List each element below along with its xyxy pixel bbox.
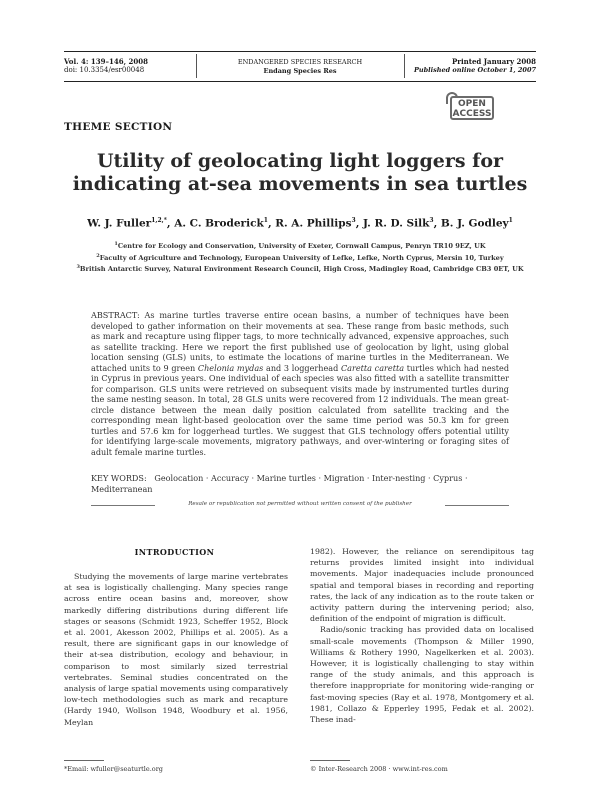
author-name: W. J. Fuller — [87, 217, 152, 230]
introduction-heading: INTRODUCTION — [134, 547, 215, 557]
author-affil: 1 — [263, 217, 268, 224]
footnote-rule-right — [310, 760, 350, 761]
affiliation-text: Centre for Ecology and Conservation, University of Exeter, Cornwall Campus, Penryn TR10 9EZ, UK — [117, 242, 486, 251]
affiliation-number: 2 — [96, 252, 100, 259]
affiliation — [64, 252, 536, 264]
open-access-line1: OPEN — [458, 99, 486, 109]
header-bottom-rule — [64, 81, 536, 82]
affiliations — [64, 240, 536, 275]
abstract-text-c: turtles which had nested in Cyprus in previous years. One individual of each species was also fitted with a satellite transmitter for comparison. GLS units were retrieved on subsequent visits made by instrumented turtles during the same nesting season. In total, 28 GLS units were recovered from 12 individuals. The mean great-circle distance between the mean daily position calculated from satellite tracking and the corresponding mean light-based geolocation over the same time period was 50.3 km for green turtles and 57.6 km for loggerhead turtles. We suggest that GLS technology offers potential utility for identifying large-scale movements, migratory pathways, and over-wintering or foraging sites of adult female marine turtles. — [91, 362, 510, 457]
abstract-label: ABSTRACT: — [91, 310, 140, 320]
author-affil: 3 — [351, 217, 356, 224]
paragraph: 1982). However, the reliance on serendipitous tag returns provides limited insight into individual movements. Major inadequacies include pronounced spatial and temporal biases in recording and reporting rates, the lack of any indication as to the route taken or activity pattern during the intervening period; also, definition of the endpoint of migration is difficult. — [310, 547, 534, 624]
paragraph: Radio/sonic tracking has provided data on localised small-scale movements (Thompson & Miller 1990, Williams & Rothery 1990, Nagelkerken et al. 2003). However, it is logistically challenging to stay within range of the study animals, and this approach is therefore inappropriate for monitoring wide-ranging or fast-moving species (Ray et al. 1978, Montgomery et al. 1981, Collazo & Epperley 1995, Fedak et al. 2002). These inad- — [310, 625, 534, 725]
footnote-rule-left — [64, 760, 104, 761]
author-affil: 3 — [429, 217, 434, 224]
column-left — [64, 571, 288, 728]
author-name: R. A. Phillips — [275, 217, 352, 230]
corresponding-mark: * — [163, 217, 167, 224]
species-caretta: Caretta caretta — [340, 362, 405, 373]
affiliation-number: 3 — [76, 264, 80, 271]
volume-label: Vol. 4: 139–146, 2008 — [64, 57, 148, 66]
author-name: B. J. Godley — [440, 217, 509, 230]
paragraph: Studying the movements of large marine vertebrates at sea is logistically challenging. Many species range across entire ocean basins and, moreover, show markedly differing distributions during different life stages or seasons (Schmidt 1923, Scheffer 1952, Block et al. 2001, Akesson 2002, Phillips et al. 2005). As a result, there are significant gaps in our knowledge of their at-sea distribution, ecology and behaviour, in comparison to most similarly sized terrestrial vertebrates. Seminal studies concentrated on the analysis of large spatial movements using comparatively low-tech methodologies such as mark and recapture (Hardy 1940, Wollson 1948, Woodbury et al. 1956, Meylan — [64, 572, 288, 727]
abstract-text-b: and 3 loggerhead — [266, 362, 339, 373]
publication-dates — [396, 57, 536, 75]
column-right — [310, 546, 534, 725]
author-name: A. C. Broderick — [174, 217, 264, 230]
affiliation — [64, 240, 536, 252]
open-access-badge[interactable] — [446, 92, 494, 120]
resale-notice: Resale or republication not permitted without written consent of the publisher — [188, 501, 412, 507]
open-access-label — [450, 96, 494, 120]
author-affil: 1,2, — [151, 217, 164, 224]
abstract — [91, 310, 509, 457]
article-title: Utility of geolocating light loggers for indicating at-sea movements in sea turtles — [72, 150, 528, 195]
open-access-line2: ACCESS — [452, 109, 492, 119]
journal-info — [200, 58, 400, 75]
theme-section-label: THEME SECTION — [64, 121, 173, 133]
journal-name: ENDANGERED SPECIES RESEARCH — [237, 58, 363, 66]
resale-rule-right — [445, 505, 509, 506]
author-list: W. J. Fuller$^{1,2,*}$, A. C. Broderick$^1$, R. A. Phillips$^3$, J. R. D. Silk$^3$, B. J. Godley$^1$ — [87, 217, 513, 230]
keywords — [91, 473, 509, 494]
author-affil: 1 — [508, 217, 513, 224]
printed-date: Printed January 2008 — [452, 57, 536, 66]
author-name: J. R. D. Silk — [363, 217, 430, 230]
header-top-rule — [64, 51, 536, 52]
online-date: Published online October 1, 2007 — [413, 66, 536, 74]
affiliation-text: Faculty of Agriculture and Technology, European University of Lefke, Lefke, North Cyprus, Mersin 10, Turkey — [99, 253, 504, 262]
affiliation-number: 1 — [114, 241, 118, 247]
volume-info — [64, 57, 194, 75]
abstract-text-a: As marine turtles traverse entire ocean basins, a number of techniques have been developed to gather information on their movements at sea. These range from basic methods, such as mark and recapture using flipper tags, to more technically advanced, expensive approaches, such as satellite tracking. Here we report the first published use of geolocation by light, using global location sensing (GLS) units, to estimate the locations of marine turtles in the Mediterranean. We attached units to 9 green — [91, 310, 509, 373]
affiliation-text: British Antarctic Survey, Natural Environment Research Council, High Cross, Madingley Road, Cambridge CB3 0ET, UK — [79, 265, 524, 274]
copyright-notice: © Inter-Research 2008 · www.int-res.com — [310, 765, 448, 773]
corresponding-email: *Email: wfuller@seaturtle.org — [64, 765, 163, 773]
affiliation — [64, 263, 536, 275]
doi-label: doi: 10.3354/esr00048 — [64, 66, 145, 74]
header-divider-left — [196, 54, 197, 78]
keywords-label: KEY WORDS: — [91, 473, 147, 483]
species-chelonia: Chelonia mydas — [197, 362, 264, 373]
keywords-text: Geolocation · Accuracy · Marine turtles · Migration · Inter-nesting · Cyprus · Mediterranean — [91, 473, 468, 494]
journal-abbrev: Endang Species Res — [263, 66, 337, 75]
